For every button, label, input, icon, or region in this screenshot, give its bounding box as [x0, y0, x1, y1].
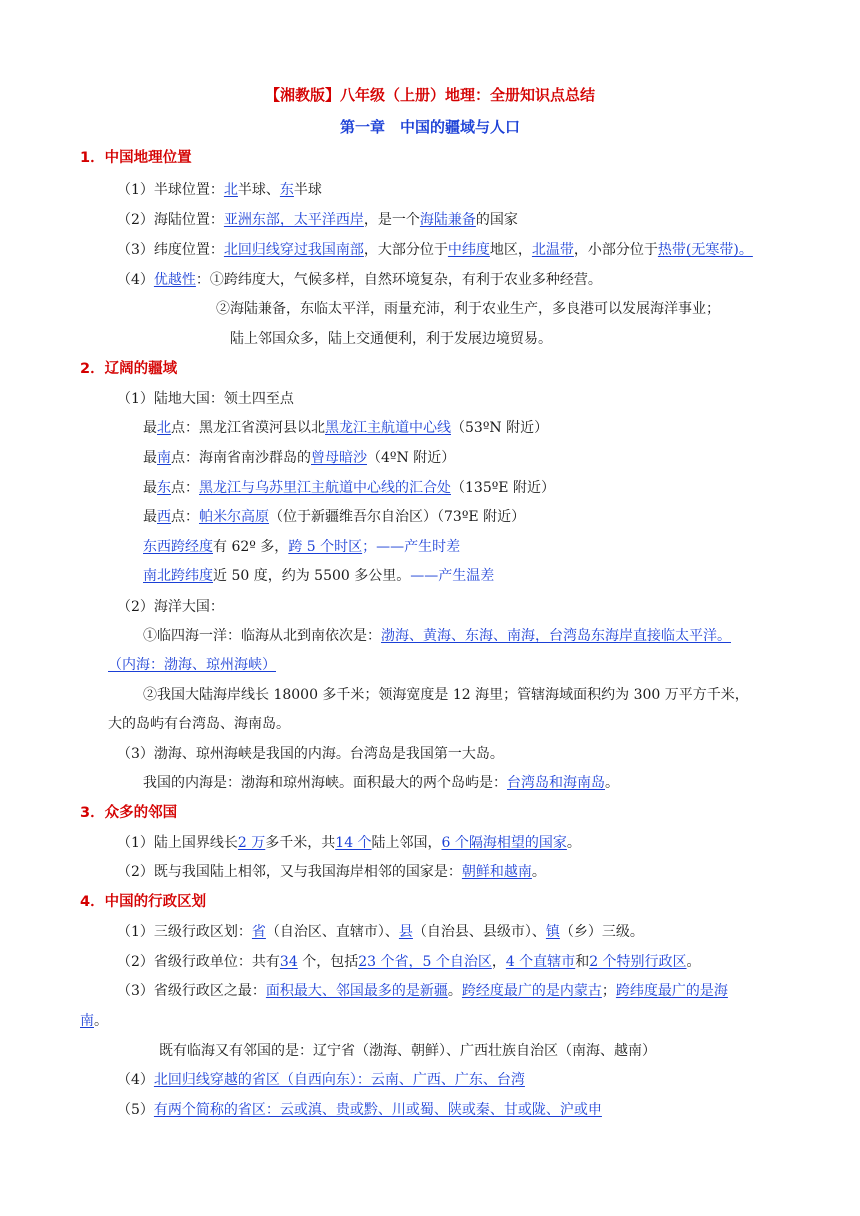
text-segment: 最 — [143, 480, 157, 496]
text-segment: （1）半球位置： — [117, 182, 224, 198]
text-line — [117, 981, 728, 1001]
text-segment: （1）三级行政区划： — [117, 924, 252, 940]
key-term: 台湾岛和海南岛 — [507, 775, 605, 791]
text-line — [159, 1041, 656, 1061]
text-segment: 半球、 — [237, 182, 280, 198]
text-line — [216, 299, 720, 319]
text-segment: （乡）三级。 — [559, 924, 644, 940]
text-line — [143, 685, 749, 705]
key-term: 县 — [398, 924, 413, 940]
text-segment: 我国的内海是：渤海和琼州海峡。面积最大的两个岛屿是： — [143, 775, 507, 791]
section-heading — [80, 892, 206, 912]
text-segment: ①临四海一洋：临海从北到南依次是： — [143, 628, 381, 644]
text-segment: 半球 — [293, 182, 322, 198]
text-line — [117, 862, 546, 882]
key-term: 南北跨纬度 — [143, 568, 213, 584]
text-segment: （1）陆上国界线长 — [117, 835, 238, 851]
text-segment: 最 — [143, 509, 157, 525]
text-line — [117, 952, 701, 972]
key-term: 2 万 — [237, 835, 266, 851]
text-segment: 。 — [531, 864, 546, 880]
text-segment: 多千米，共 — [265, 835, 336, 851]
key-term: 朝鲜和越南 — [461, 864, 532, 880]
key-term: 省 — [251, 924, 266, 940]
key-term: 23 个省，5 个自治区 — [358, 954, 492, 970]
text-line — [117, 270, 602, 290]
text-line — [108, 714, 290, 734]
text-line — [143, 773, 619, 793]
text-segment: 4．中国的行政区划 — [80, 894, 207, 910]
text-segment: （4） — [117, 1072, 154, 1088]
text-line — [80, 1011, 108, 1031]
text-segment: 个，包括 — [297, 954, 359, 970]
text-segment: （4） — [117, 272, 154, 288]
text-segment: ：①跨纬度大，气候多样，自然环境复杂，有利于农业多种经营。 — [195, 272, 602, 288]
key-term: 优越性 — [153, 272, 196, 288]
key-term: 镇 — [545, 924, 560, 940]
key-term: 热带(无寒带)。 — [657, 242, 753, 258]
text-segment: （2）海陆位置： — [117, 212, 224, 228]
key-term: 有两个简称的省区：云或滇、贵或黔、川或蜀、陕或秦、甘或陇、沪或申 — [153, 1102, 602, 1118]
text-segment: 点：黑龙江省漠河县以北 — [171, 420, 325, 436]
text-segment: 的国家 — [475, 212, 518, 228]
key-term: 面积最大、邻国最多的是新疆 — [265, 983, 448, 999]
text-line — [143, 478, 555, 498]
text-segment: 陆上邻国， — [371, 835, 442, 851]
text-segment: 。 — [605, 775, 619, 791]
text-segment: 3．众多的邻国 — [80, 805, 178, 821]
text-segment: 。 — [447, 983, 462, 999]
key-term: 东 — [157, 480, 171, 496]
key-term: 黑龙江主航道中心线 — [325, 420, 451, 436]
text-segment: ， — [491, 954, 506, 970]
text-line — [143, 418, 548, 438]
key-term: 中纬度 — [447, 242, 490, 258]
text-line — [117, 1070, 525, 1090]
text-segment: 最 — [143, 420, 157, 436]
text-line — [108, 655, 276, 675]
text-segment: ，小部分位于 — [573, 242, 658, 258]
text-segment: 最 — [143, 450, 157, 466]
text-line — [143, 507, 525, 527]
text-line — [117, 833, 581, 853]
text-segment: 有 62º 多， — [213, 539, 289, 555]
text-segment: 1．中国地理位置 — [80, 150, 192, 166]
text-segment: （位于新疆维吾尔自治区）（73ºE 附近） — [269, 509, 526, 525]
text-segment: （3）渤海、琼州海峡是我国的内海。台湾岛是我国第一大岛。 — [117, 746, 504, 762]
key-term: 东西跨经度 — [143, 539, 213, 555]
text-segment: （4ºN 附近） — [367, 450, 456, 466]
section-heading — [80, 359, 177, 379]
text-segment: 大的岛屿有台湾岛、海南岛。 — [108, 716, 290, 732]
key-term: （内海：渤海、琼州海峡） — [108, 657, 276, 673]
text-segment: ； — [601, 983, 616, 999]
text-segment: 点： — [171, 480, 199, 496]
text-segment: （自治区、直辖市）、 — [265, 924, 399, 940]
key-term: 亚洲东部，太平洋西岸 — [223, 212, 364, 228]
key-term: 曾母暗沙 — [311, 450, 367, 466]
text-segment: 2．辽阔的疆域 — [80, 361, 178, 377]
text-segment: 和 — [575, 954, 590, 970]
text-line — [117, 389, 294, 409]
text-segment: ②海陆兼备，东临太平洋，雨量充沛，利于农业生产，多良港可以发展海洋事业； — [216, 301, 720, 317]
key-term: 北温带 — [531, 242, 574, 258]
text-segment: 。 — [686, 954, 701, 970]
chapter-heading: 第一章 中国的疆域与人口 — [339, 118, 520, 136]
section-heading — [80, 803, 177, 823]
text-line — [117, 744, 504, 764]
text-line — [117, 240, 753, 260]
text-line — [230, 329, 552, 349]
text-segment: 点： — [171, 509, 199, 525]
key-term: 东 — [279, 182, 294, 198]
text-segment: ，是一个 — [363, 212, 420, 228]
text-line — [143, 566, 494, 586]
text-line — [143, 448, 455, 468]
text-segment: 地区， — [489, 242, 532, 258]
text-segment: （2）海洋大国： — [117, 599, 224, 615]
section-heading — [80, 148, 192, 168]
text-segment: 点：海南省南沙群岛的 — [171, 450, 311, 466]
text-segment: （1）陆地大国：领土四至点 — [117, 391, 294, 407]
key-term: 北 — [223, 182, 238, 198]
text-segment: （2）既与我国陆上相邻，又与我国海岸相邻的国家是： — [117, 864, 462, 880]
text-line — [117, 180, 322, 200]
text-line — [117, 597, 224, 617]
key-term: 帕米尔高原 — [199, 509, 269, 525]
note-text: ——产生温差 — [410, 568, 495, 584]
key-term: 跨经度最广的是内蒙古 — [461, 983, 602, 999]
key-term: 南 — [80, 1013, 94, 1029]
key-term: 西 — [157, 509, 171, 525]
key-term: 34 — [279, 954, 298, 970]
text-segment: （2）省级行政单位：共有 — [117, 954, 280, 970]
text-segment: 。 — [94, 1013, 108, 1029]
key-term: 跨纬度最广的是海 — [615, 983, 728, 999]
text-segment: 陆上邻国众多，陆上交通便利，利于发展边境贸易。 — [230, 331, 552, 347]
text-line — [117, 210, 518, 230]
key-term: 北回归线穿越的省区（自西向东）：云南、广西、广东、台湾 — [153, 1072, 525, 1088]
key-term: 跨 5 个时区 — [288, 539, 363, 555]
text-segment: （3）省级行政区之最： — [117, 983, 266, 999]
key-term: 渤海、黄海、东海、南海，台湾岛东海岸直接临太平洋。 — [381, 628, 731, 644]
text-segment: （5） — [117, 1102, 154, 1118]
text-segment: 近 50 度，约为 5500 多公里。 — [213, 568, 411, 584]
text-segment: ，大部分位于 — [363, 242, 448, 258]
text-segment: （135ºE 附近） — [451, 480, 555, 496]
key-term: 南 — [157, 450, 171, 466]
text-segment: ②我国大陆海岸线长 18000 多千米；领海宽度是 12 海里；管辖海域面积约为 300 万平方千米， — [143, 687, 749, 703]
text-segment: （3）纬度位置： — [117, 242, 224, 258]
note-text: ；——产生时差 — [362, 539, 461, 555]
key-term: 2 个特别行政区 — [589, 954, 687, 970]
key-term: 14 个 — [335, 835, 372, 851]
key-term: 海陆兼备 — [419, 212, 476, 228]
text-segment: （53ºN 附近） — [451, 420, 549, 436]
text-line — [143, 626, 731, 646]
key-term: 6 个隔海相望的国家 — [441, 835, 567, 851]
key-term: 北回归线穿过我国南部 — [223, 242, 364, 258]
document-title: 【湘教版】八年级（上册）地理：全册知识点总结 — [264, 86, 595, 104]
text-segment: 。 — [566, 835, 581, 851]
key-term: 北 — [157, 420, 171, 436]
text-line — [117, 922, 644, 942]
text-line — [143, 537, 460, 557]
key-term: 黑龙江与乌苏里江主航道中心线的汇合处 — [199, 480, 451, 496]
key-term: 4 个直辖市 — [505, 954, 576, 970]
text-segment: 既有临海又有邻国的是：辽宁省（渤海、朝鲜）、广西壮族自治区（南海、越南） — [159, 1043, 656, 1059]
text-segment: （自治县、县级市）、 — [412, 924, 546, 940]
text-line — [117, 1100, 602, 1120]
